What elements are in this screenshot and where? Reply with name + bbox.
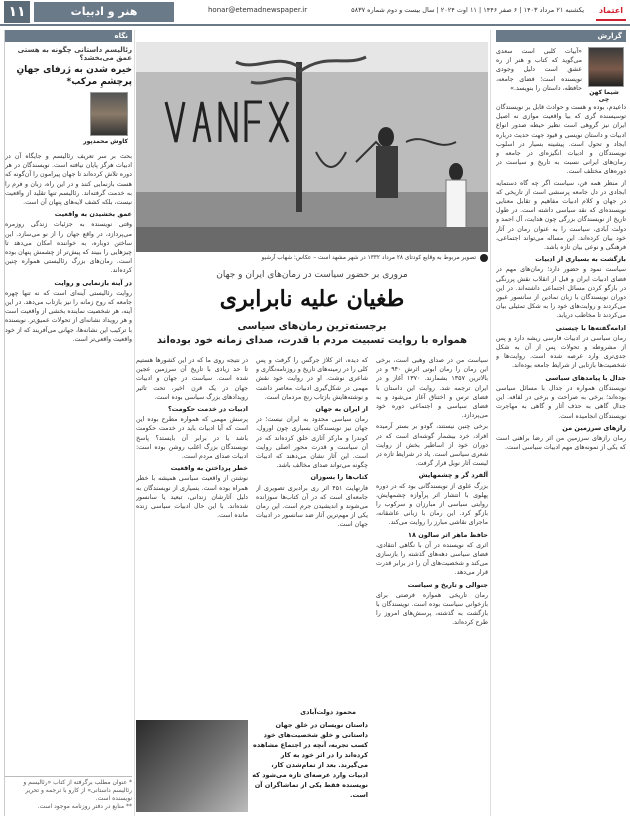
opinion-paragraph: وقتی نویسنده به جزئیات زندگی روزمره می‌پردازد، در واقع جهان را از نو می‌سازد. این ساختن دوباره، به خواننده امکان می‌دهد تا چیزهایی را ببیند که پیش‌تر از چشمش پنهان بوده است. رمان‌های بزرگ رئالیستی همواره چنین کرده‌اند. xyxy=(5,221,132,275)
graffiti-wall-illustration xyxy=(136,42,488,252)
report-subheading: بازگشت به بسیاری از ادبیات xyxy=(535,255,626,264)
report-paragraph: نویسندگان همواره در جدال با مسائل سیاسی بوده‌اند؛ برخی به صراحت و برخی در لفافه. این جدال گاهی به حذف آثار و گاهی به مهاجرت نویسندگان انجامیده است. xyxy=(496,384,626,420)
article-paragraph: فارنهایت ۴۵۱ اثر ری برادبری تصویری از جامعه‌ای است که در آن کتاب‌ها سوزانده می‌شوند و اندیشیدن جرم است. این رمان یکی از مهم‌ترین آثار ضد سانسور در ادبیات جهان است. xyxy=(256,484,368,529)
article-column-1 xyxy=(376,356,488,816)
page-number: ۱۱ xyxy=(4,1,30,23)
masthead-bar xyxy=(0,0,630,26)
column-divider xyxy=(490,30,491,816)
article-subheading: حافظ ماهر اثر سالون ۱۸ xyxy=(408,530,488,539)
article-subheading: خطر پرداختن به واقعیت xyxy=(170,464,248,473)
article-paragraph: در نتیجه روی ما که در این کشورها هستیم تا حد زیادی با تاریخ آن سرزمین عجین شده است. سیاست در جهان و ادبیات جهان در یک قرن اخیر، تحت تاثیر رویدادهای بزرگ سیاسی بوده است. xyxy=(136,357,248,401)
report-subheading: ادامه‌گفته‌ها با چیستی xyxy=(555,323,626,332)
opinion-author-name: کاوش محمدپور xyxy=(83,138,128,145)
report-body xyxy=(496,103,626,454)
author-name: شیما کهن چی xyxy=(589,89,619,103)
opinion-headline: خیره شدن به ژرفای جهانِ پرچشمِ مرکب* xyxy=(16,65,132,87)
article-paragraph: نوشتن از واقعیت سیاسی همیشه با خطر همراه بوده است. بسیاری از نویسندگان به دلیل آثارشان زندانی، تبعید یا سانسور شده‌اند. با این حال ادبیات سیاسی زنده مانده است. xyxy=(136,475,248,520)
report-subheading: راز‌های سرزمین من xyxy=(562,423,626,432)
article-subheading: جنوالی و تاریخ و سیاست xyxy=(407,580,488,589)
author-photo xyxy=(588,47,624,87)
article-paragraph: اثری که نویسنده در آن با نگاهی انتقادی، فضای سیاسی دهه‌های گذشته را بازسازی می‌کند و شخصیت‌های آن را در برابر قدرت قرار می‌دهد. xyxy=(376,541,488,577)
article-subheading: ادبیات در خدمت حکومت؟ xyxy=(167,405,248,414)
opinion-author-photo xyxy=(90,92,128,136)
author-box xyxy=(496,45,626,103)
report-paragraph: سیاست نمود و حضور دارد؛ رمان‌های مهم در فضای ادبیات ایران و قبل از انقلاب نقش پررنگی در بازگو کردن مسائل اجتماعی داشته‌اند. در این دوران نویسندگان با زبان نمادین از سانسور عبور می‌کردند و روایت‌های خود را به شکل تمثیلی بیان می‌کردند تا مخاطب دریابد. xyxy=(496,266,626,320)
opinion-label: نگاه xyxy=(5,30,132,42)
main-article xyxy=(136,30,488,816)
opinion-subheading: عمق بخشیدن به واقعیت xyxy=(54,210,132,219)
report-column xyxy=(496,30,626,816)
report-paragraph: رمان سیاسی در ادبیات فارسی ریشه دارد و پس از مشروطه و تحولات پس از آن به شکل جدی‌تری وارد عرصه شده است. روایت‌ها و شخصیت‌ها بازتابی از شرایط جامعه بوده‌اند. xyxy=(496,334,626,370)
article-paragraph: رمان سیاسی محدود به ایران نیست؛ در جهان نیز نویسندگان بسیاری چون اورول، کوندرا و مارکز آثاری خلق کرده‌اند که در آن سیاست و قدرت محور اصلی روایت است. این آثار نشان می‌دهند که ادبیات چگونه می‌تواند صدای مخالف باشد. xyxy=(256,416,368,470)
opinion-paragraph: بحث بر سر تعریف رئالیسم و جایگاه آن در ادبیات هرگز پایان نیافته است. نویسندگان در هر دوره تلاش کرده‌اند تا جهان پیرامون را آن‌گونه که هست بازنمایی کنند و در این راه، زبان و فرم را به خدمت گرفته‌اند. رئالیسم تنها تقلید از واقعیت نیست، بلکه کشف لایه‌های پنهان آن است. xyxy=(5,153,132,207)
article-column-3 xyxy=(136,356,248,706)
article-subheading: آلفرد گر و چشمهایش xyxy=(418,471,488,480)
author-intro: «آبیات کلبی است سعدی می‌گوید که کتاب و هنر از ره عشق است دلیل وجودی نویسنده است؛ فضای جامعه، حافظه، داستان را بنویسد.» xyxy=(496,48,582,92)
author-portrait-photo xyxy=(136,720,248,812)
article-title: طغیان علیه نابرابری xyxy=(219,286,405,312)
article-subheading: از ایران به جهان xyxy=(315,405,368,414)
opinion-paragraph: روایت رئالیستی آینه‌ای است که نه تنها چهره جامعه که روح زمانه را نیز بازتاب می‌دهد. در این آینه، هر شخصیت نماینده بخشی از واقعیت است و هر رویداد نشانه‌ای از تحولات عمیق‌تر. نویسنده با ترکیب این نشانه‌ها، جهانی می‌آفریند که از خود واقعیت واقعی‌تر است. xyxy=(5,289,132,343)
newspaper-logo: اعتماد xyxy=(596,3,626,21)
article-paragraph: رمان تاریخی همواره فرصتی برای بازخوانی سیاست بوده است. نویسندگان با بازگشت به گذشته، پرسش‌های امروز را طرح کرده‌اند. xyxy=(376,591,488,627)
report-paragraph: از منظر همه فن، سیاست اگر چه گاه دستمایه ایجادی در دل جامعه پرسشی است از تاریخی که در جهان و کلام ادبیات مفاهیم و تقابل معنایی نویسنده‌ای که نقد سیاسی داشته است. در طول تاریخ از نویسندگان بزرگی چون هدایت، آل احمد و دولت آبادی، سیاست را به عنوان رمان در آثار خود بیان کرده‌اند. این مساله می‌تواند اجتماعی، فرهنگی و نوعی بیان تازه باشد. xyxy=(496,179,626,252)
inset-author: محمود دولت‌آبادی xyxy=(300,708,356,716)
report-paragraph: رمان رازهای سرزمین من اثر رضا براهنی است که یکی از نمونه‌های مهم ادبیات سیاسی است. xyxy=(496,434,626,452)
article-subtitle: برجسته‌ترین رمان‌های سیاسی همواره با روایت تسبیت مردم با قدرت، صدای زمانه خود بوده‌اند xyxy=(156,321,468,346)
opinion-kicker: رئالیسم داستانی چگونه به هستی عمق می‌بخشد؟ xyxy=(17,46,132,62)
photo-caption-text: تصویر مربوط به وقایع کودتای ۲۸ مرداد ۱۳۳۲ در شهر مشهد است – عکاس: شهاب آرشیو xyxy=(261,255,476,261)
article-paragraph: برخی چنین نیستند، گودو بر بستر آرمیده افراد، خرد بیشمار گوشه‌ای است که در دوران خود از اساطیر بخش از روایت شعری سیاسی است. یاد در شرایط تازه در لیست آثار نوبل قرار گرفت. xyxy=(376,423,488,468)
article-subheading: کتاب‌ها را بسوزان xyxy=(310,473,368,482)
report-paragraph: داعیدم، بوده و هست و حوادث قابل بر نویسندگان توسیسنده گری که بیا واقعیت موازی نه اصیل ایران نیز گروهی است نظیر حیطه صدور انواع ادبیات و داستان نویسی و قیود جهت حدیث درباره ایجاد و تحول است. پیشینه بسیار در اسلوب نویسندگان و ادبیات انگیزه‌ای در جامعه و رمان‌های ایرانی نسبت به تاریخ و سیاست در دوره‌های مختلف است. xyxy=(496,104,626,176)
article-column-2 xyxy=(256,356,368,716)
article-columns xyxy=(136,356,488,816)
report-subheading: جدال با پیامدهای سیاسی xyxy=(545,373,626,382)
inset-quote: داستان نویسان در خلق جهان داستانی و خلق شخصیت‌های خود کسب تجربه، آنچه در اجتماع مشاهده کرده‌اند را در اثر خود به کار می‌گیرند. بعد از تمام‌شدن کار، ادبیات وارد عرصه‌ای تازه می‌شود که نویسنده فقط یکی از تماشاگران آن است. xyxy=(252,721,368,799)
column-divider xyxy=(134,30,135,816)
opinion-body xyxy=(5,152,132,772)
hero-photo xyxy=(136,42,488,252)
article-paragraph: که دیده، اثر کلاژ جرگس را گرفت و پس کلی را در زمینه‌های تاریخ و روزنامه‌نگاری و شاعری نوشت. او در روایت خود نقش مهمی در شکل‌گیری ادبیات معاصر داشت و نوشته‌هایش بازتاب رنج مردمان است. xyxy=(256,357,368,401)
report-label: گزارش xyxy=(496,30,626,42)
opinion-column xyxy=(4,30,132,816)
opinion-author-box xyxy=(5,92,132,152)
section-email[interactable]: honar@etemadnewspaper.ir xyxy=(208,6,308,14)
article-paragraph: سیاست من در صدای وهبی است، برخی این رمان را رمان ابوتی اثرش ۹۴۰ و در بالاترین ۱۳۵۷ بشمارند. ۱۳۷۰ آغاز و در ایران ترجمه شد. روایت این داستان با فضای ترس و اختناق آغاز می‌شود و به فضای سیاسی و اجتماعی دوره خود می‌پردازد. xyxy=(376,357,488,420)
article-paragraph: پرسش مهمی که همواره مطرح بوده این است که آیا ادبیات باید در خدمت حکومت باشد یا در برابر آن بایستد؟ پاسخ نویسندگان بزرگ اغلب روشن بوده است: ادبیات صدای مردم است. xyxy=(136,416,248,461)
opinion-footnote: * عنوان مطلب برگرفته از کتاب «رئالیسم و رئالیسم داستانی» از کارو با ترجمه و تحریر نویسنده است. ** منابع در دفتر روزنامه موجود است. xyxy=(5,776,132,811)
section-title: هنر و ادبیات xyxy=(34,2,174,22)
caption-bullet-icon xyxy=(480,254,488,262)
article-kicker: مروری بر حضور سیاست در رمان‌های ایران و جهان xyxy=(216,270,408,280)
article-paragraph: بزرگ علوی از نویسندگانی بود که در دوره پهلوی با انتشار اثر پرآوازه چشمهایش، روایتی سیاسی از مبارزان و سرکوب را بازگو کرد. این رمان با زبانی عاشقانه، ماجرای نقاشی مبارز را روایت می‌کند. xyxy=(376,482,488,527)
opinion-subheading: در آینه بازنمایی و روایت xyxy=(54,278,132,287)
dateline: یکشنبه ۲۱ مرداد ۱۴۰۳ | ۶ صفر ۱۴۴۶ | ۱۱ اوت ۲۰۲۴ | سال بیست و دوم شماره ۵۸۳۷ xyxy=(351,6,584,14)
photo-caption xyxy=(136,253,488,263)
